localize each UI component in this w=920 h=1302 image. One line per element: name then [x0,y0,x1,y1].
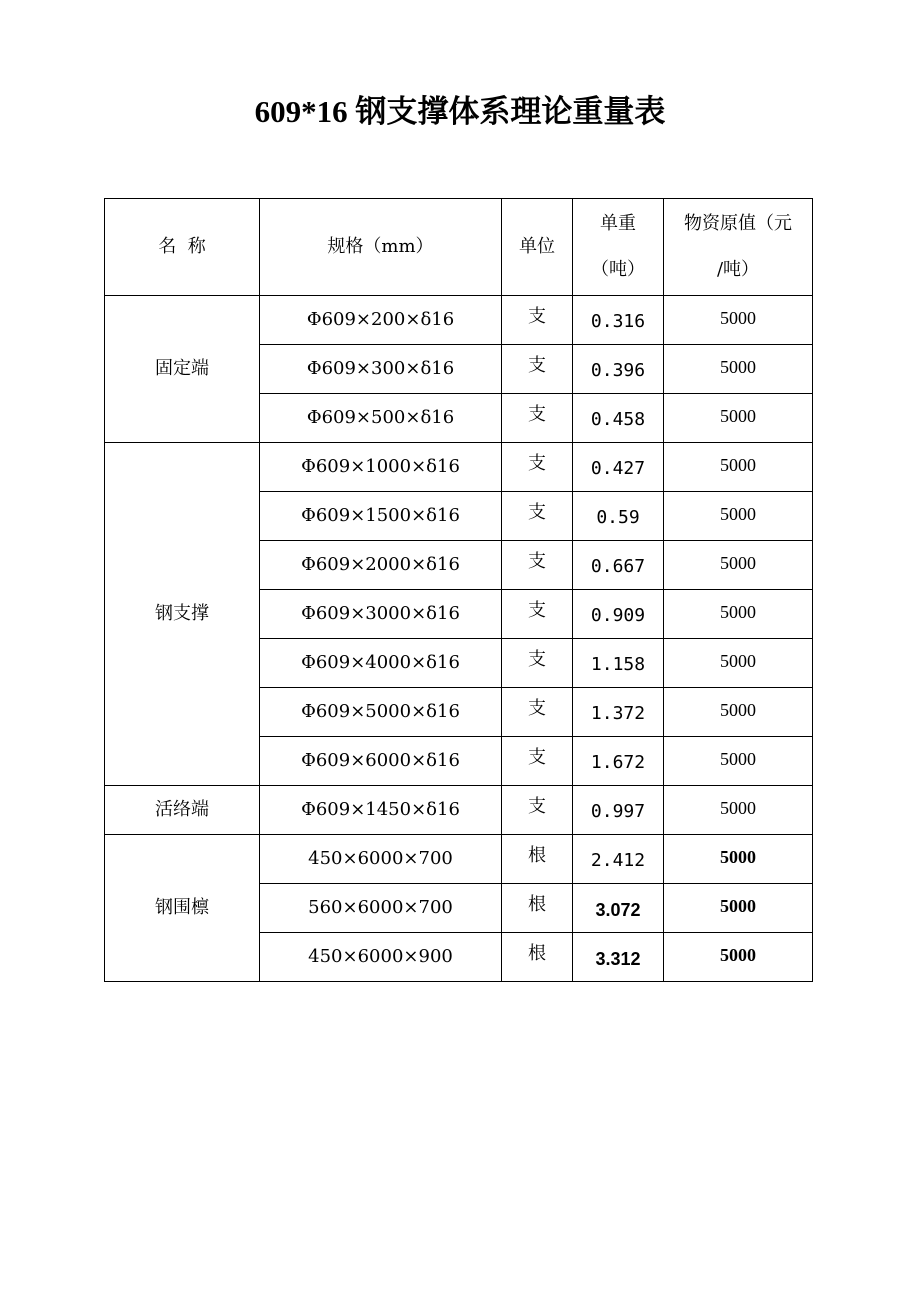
spec-cell: Φ609×3000×δ16 [260,590,502,639]
unit-cell: 支 [502,443,573,492]
weight-cell: 3.072 [573,884,664,933]
weight-cell: 0.909 [573,590,664,639]
value-cell: 5000 [664,688,813,737]
unit-cell: 支 [502,394,573,443]
unit-cell: 支 [502,737,573,786]
weight-table [104,198,813,982]
unit-cell: 支 [502,296,573,345]
weight-cell: 1.158 [573,639,664,688]
spec-cell: Φ609×1500×δ16 [260,492,502,541]
table-row [105,443,813,492]
unit-cell: 支 [502,639,573,688]
value-cell: 5000 [664,639,813,688]
group-name-cell: 固定端 [105,296,260,443]
value-cell: 5000 [664,835,813,884]
unit-cell: 支 [502,345,573,394]
spec-cell: Φ609×2000×δ16 [260,541,502,590]
header-row [105,199,813,296]
value-cell: 5000 [664,541,813,590]
spec-cell: 450×6000×700 [260,835,502,884]
value-cell: 5000 [664,296,813,345]
value-cell: 5000 [664,786,813,835]
value-cell: 5000 [664,345,813,394]
unit-cell: 支 [502,590,573,639]
weight-cell: 3.312 [573,933,664,982]
unit-cell: 支 [502,786,573,835]
unit-cell: 根 [502,884,573,933]
spec-cell: Φ609×500×δ16 [260,394,502,443]
value-cell: 5000 [664,492,813,541]
value-cell: 5000 [664,394,813,443]
page-title: 609*16 钢支撑体系理论重量表 [254,94,666,129]
group-name-cell: 钢支撑 [105,443,260,786]
unit-cell: 根 [502,933,573,982]
unit-cell: 根 [502,835,573,884]
spec-cell: Φ609×1450×δ16 [260,786,502,835]
weight-cell: 0.427 [573,443,664,492]
value-cell: 5000 [664,590,813,639]
weight-cell: 2.412 [573,835,664,884]
spec-cell: Φ609×200×δ16 [260,296,502,345]
weight-cell: 1.372 [573,688,664,737]
header-weight [573,199,664,296]
weight-cell: 0.458 [573,394,664,443]
spec-cell: Φ609×300×δ16 [260,345,502,394]
group-name-cell: 活络端 [105,786,260,835]
spec-cell: Φ609×6000×δ16 [260,737,502,786]
weight-cell: 0.667 [573,541,664,590]
weight-cell: 0.396 [573,345,664,394]
value-cell: 5000 [664,443,813,492]
value-cell: 5000 [664,933,813,982]
spec-cell: 450×6000×900 [260,933,502,982]
group-name-cell: 钢围檩 [105,835,260,982]
value-cell: 5000 [664,884,813,933]
header-weight-line2: （吨） [591,259,645,280]
unit-cell: 支 [502,541,573,590]
header-weight-line1: 单重 [600,213,636,234]
table-row [105,296,813,345]
header-spec: 规格（mm） [260,199,502,296]
spec-cell: Φ609×1000×δ16 [260,443,502,492]
header-unit: 单位 [502,199,573,296]
weight-cell: 0.316 [573,296,664,345]
header-value-line2: /吨） [716,259,760,280]
spec-cell: 560×6000×700 [260,884,502,933]
weight-cell: 0.59 [573,492,664,541]
weight-cell: 0.997 [573,786,664,835]
header-value-line1: 物资原值（元 [684,213,792,234]
value-cell: 5000 [664,737,813,786]
weight-cell: 1.672 [573,737,664,786]
header-name: 名 称 [105,199,260,296]
unit-cell: 支 [502,688,573,737]
spec-cell: Φ609×4000×δ16 [260,639,502,688]
header-value [664,199,813,296]
spec-cell: Φ609×5000×δ16 [260,688,502,737]
table-row [105,835,813,884]
table-row [105,786,813,835]
unit-cell: 支 [502,492,573,541]
